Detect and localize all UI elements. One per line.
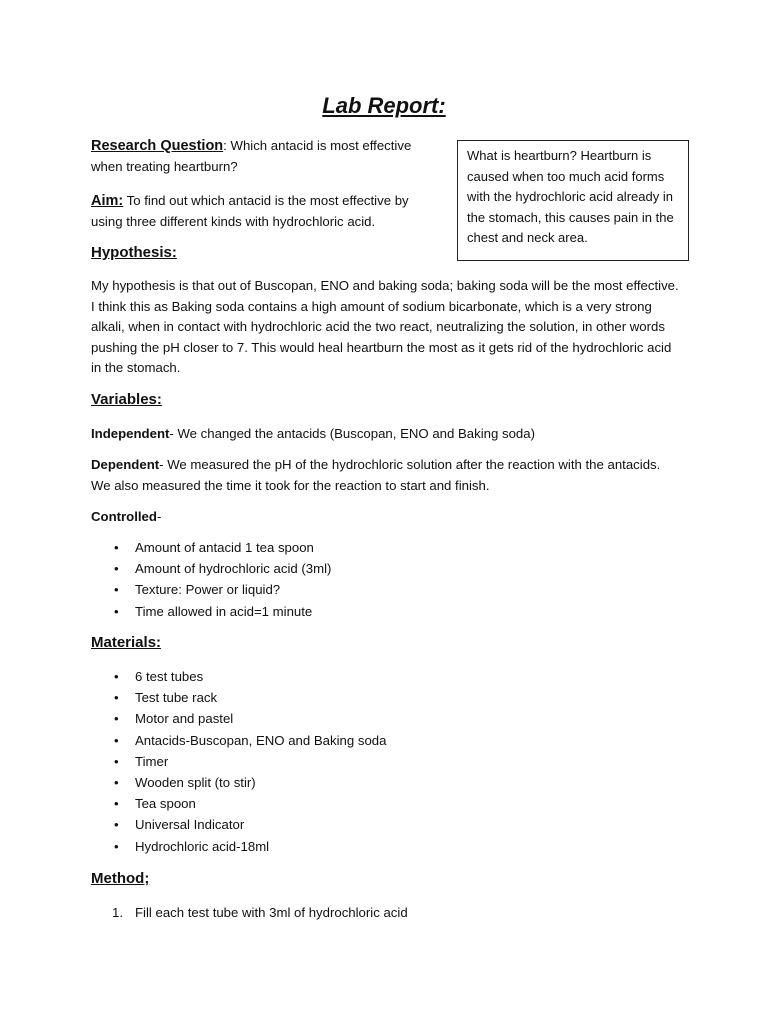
bullet: •: [114, 817, 119, 833]
controlled-label: Controlled: [91, 509, 157, 524]
list-item: [91, 793, 386, 814]
controlled-variables-list: [91, 537, 331, 622]
research-question-text: : Which antacid is most effective when treating heartburn?: [91, 138, 412, 174]
research-question: [91, 136, 441, 177]
list-item: [91, 708, 386, 729]
bullet: •: [114, 711, 119, 727]
bullet: •: [114, 775, 119, 791]
list-item-text: Wooden split (to stir): [135, 775, 256, 791]
list-item: [91, 772, 386, 793]
method-step: [91, 902, 408, 923]
bullet: •: [114, 796, 119, 812]
aim-label: Aim:: [91, 193, 124, 209]
hypothesis-text: My hypothesis is that out of Buscopan, ENO and baking soda; baking soda will be the most effective. I think this as Baking soda contains a high amount of sodium bicarbonate, which is a very strong alkali, when in contact with hydrochloric acid the two react, neutralizing the solution, in other words pushing the pH closer to 7. This would heal heartburn the most as it gets rid of the hydrochloric acid in the stomach.: [91, 278, 679, 375]
controlled-variables-label: [91, 507, 161, 528]
bullet: •: [114, 690, 119, 706]
materials-heading: Materials:: [91, 634, 162, 651]
list-item: [91, 814, 386, 835]
list-item-text: Timer: [135, 753, 169, 769]
page-title: Lab Report:: [322, 93, 446, 118]
list-item: [91, 579, 331, 600]
bullet: •: [114, 838, 119, 854]
list-item: [91, 730, 386, 751]
list-item-text: Amount of hydrochloric acid (3ml): [135, 561, 332, 577]
controlled-suffix: -: [156, 509, 162, 524]
dependent-text: - We measured the pH of the hydrochloric solution after the reaction with the antacids. We also measured the time it took for the reaction to start and finish.: [91, 457, 661, 493]
list-item-text: Time allowed in acid=1 minute: [135, 603, 313, 619]
aim-text: To find out which antacid is the most effective by using three different kinds with hydrochloric acid.: [91, 193, 409, 229]
list-item: [91, 601, 331, 622]
method-heading: Method;: [91, 870, 150, 887]
list-item-text: Hydrochloric acid-18ml: [135, 838, 270, 854]
independent-text: - We changed the antacids (Buscopan, ENO and Baking soda): [169, 426, 535, 441]
dependent-label: Dependent: [91, 457, 160, 472]
materials-list: [91, 666, 386, 857]
bullet: •: [114, 582, 119, 598]
list-item-text: 6 test tubes: [135, 669, 204, 684]
aim: [91, 191, 441, 232]
method-steps: [91, 902, 408, 923]
list-item-text: Amount of antacid 1 tea spoon: [135, 540, 314, 555]
bullet: •: [114, 603, 119, 619]
list-item-text: Texture: Power or liquid?: [135, 582, 281, 598]
dependent-variable: [91, 455, 681, 496]
hypothesis-heading: Hypothesis:: [91, 244, 177, 261]
list-item-text: Tea spoon: [135, 796, 196, 812]
list-item-text: Motor and pastel: [135, 711, 234, 727]
list-item-text: Test tube rack: [135, 690, 218, 706]
list-item: [91, 687, 386, 708]
list-item-text: Antacids-Buscopan, ENO and Baking soda: [135, 732, 387, 748]
bullet: •: [114, 753, 119, 769]
list-item: [91, 537, 331, 558]
independent-variable: [91, 424, 681, 445]
step-number: 1.: [112, 905, 123, 920]
list-item: [91, 558, 331, 579]
bullet: •: [114, 561, 119, 577]
list-item: [91, 666, 386, 687]
step-text: Fill each test tube with 3ml of hydrochloric acid: [135, 905, 408, 920]
bullet: •: [114, 669, 119, 684]
research-question-label: Research Question: [91, 138, 224, 154]
bullet: •: [114, 732, 119, 748]
heartburn-definition-box: What is heartburn? Heartburn is caused when too much acid forms with the hydrochloric acid already in the stomach, this causes pain in the chest and neck area.: [457, 140, 689, 261]
list-item: [91, 836, 386, 857]
variables-heading: Variables:: [91, 391, 162, 408]
independent-label: Independent: [91, 426, 170, 441]
list-item-text: Universal Indicator: [135, 817, 245, 833]
list-item: [91, 751, 386, 772]
bullet: •: [114, 540, 119, 555]
